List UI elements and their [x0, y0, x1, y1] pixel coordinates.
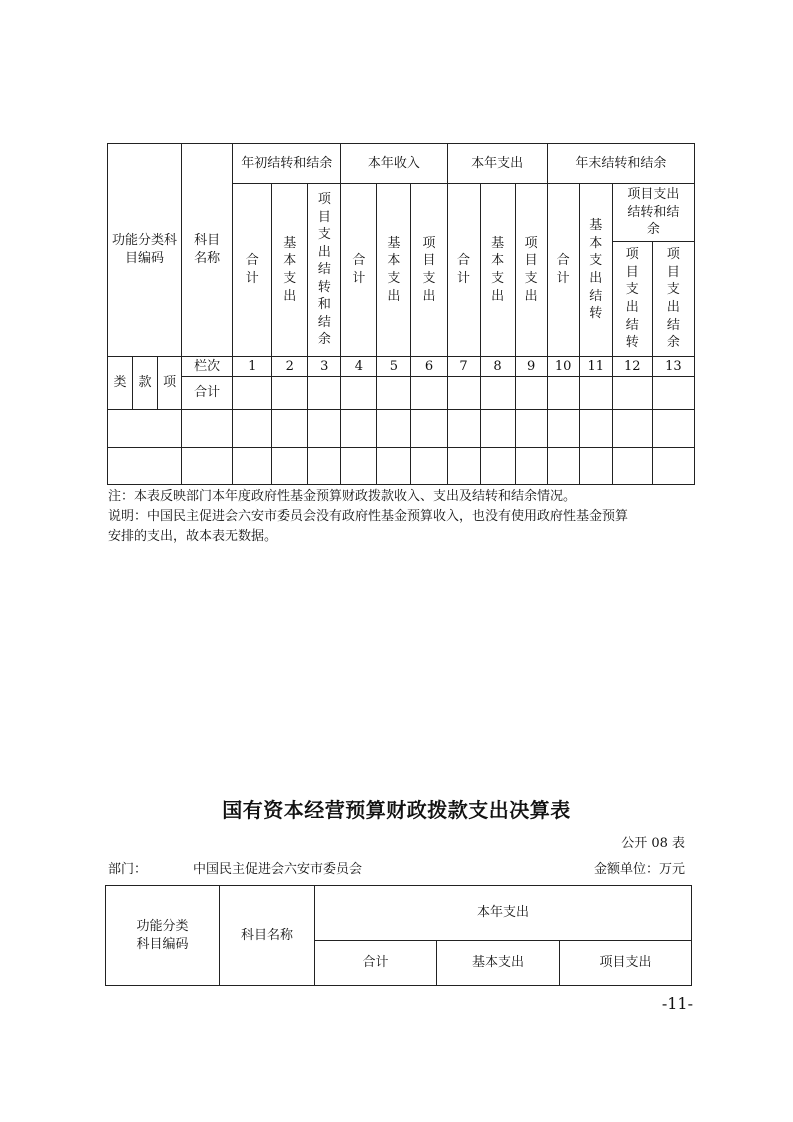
page-title: 国有资本经营预算财政拨款支出决算表: [222, 798, 571, 822]
lanci-label: 栏次: [182, 357, 233, 377]
note-line-1: 注：本表反映部门本年度政府性基金预算财政拨款收入、支出及结转和结余情况。: [108, 489, 577, 504]
col-number: 1: [233, 357, 272, 377]
state-capital-budget-table: [105, 885, 692, 986]
group-income: 本年收入: [341, 144, 447, 184]
lei-label: 类: [108, 357, 133, 410]
col-number: 5: [377, 357, 411, 377]
basic-header: 基本支出: [437, 941, 560, 986]
dept-label: 部门：: [108, 862, 148, 877]
form-number: 公开 08 表: [621, 836, 685, 851]
begin-project-header: 项目支出结转和结余: [308, 184, 341, 357]
col-number: 10: [547, 357, 579, 377]
table-row-total: [108, 377, 695, 410]
col-number: 4: [341, 357, 377, 377]
group-end-balance: 年末结转和结余: [547, 144, 694, 184]
dept-name: 中国民主促进会六安市委员会: [193, 862, 363, 877]
amount-unit: 金额单位：万元: [593, 862, 685, 877]
subject-name-header: 科目名称: [182, 144, 233, 357]
subject-name-header: 科目名称: [220, 886, 315, 986]
income-project-header: 项目支出: [411, 184, 447, 357]
exp-project-header: 项目支出: [515, 184, 547, 357]
end-total-header: 合计: [547, 184, 579, 357]
col-number: 13: [652, 357, 694, 377]
func-code-header: 功能分类科目编码: [108, 144, 182, 357]
xiang-label: 项: [158, 357, 182, 410]
end-project-group-header: 项目支出结转和结余: [612, 184, 694, 242]
table-row: [108, 410, 695, 448]
begin-basic-header: 基本支出: [272, 184, 308, 357]
begin-total-header: 合计: [233, 184, 272, 357]
kuan-label: 款: [133, 357, 158, 410]
end-project-carry-header: 项目支出结转: [612, 242, 652, 357]
project-header: 项目支出: [560, 941, 692, 986]
col-number: 9: [515, 357, 547, 377]
group-begin-balance: 年初结转和结余: [233, 144, 341, 184]
end-basic-header: 基本支出结转: [579, 184, 612, 357]
income-total-header: 合计: [341, 184, 377, 357]
total-label: 合计: [182, 377, 233, 410]
col-number: 8: [480, 357, 515, 377]
end-project-surplus-header: 项目支出结余: [652, 242, 694, 357]
group-expenditure: 本年支出: [447, 144, 547, 184]
gov-fund-budget-table: [107, 143, 695, 485]
table-row: [108, 448, 695, 485]
total-header: 合计: [315, 941, 437, 986]
col-number: 2: [272, 357, 308, 377]
income-basic-header: 基本支出: [377, 184, 411, 357]
col-number: 3: [308, 357, 341, 377]
group-expenditure: 本年支出: [315, 886, 692, 941]
page-number: -11-: [661, 994, 693, 1013]
col-number: 6: [411, 357, 447, 377]
note-line-3: 安排的支出，故本表无数据。: [108, 529, 278, 544]
col-number: 12: [612, 357, 652, 377]
func-code-header: 功能分类科目编码: [106, 886, 220, 986]
exp-total-header: 合计: [447, 184, 480, 357]
note-line-2: 说明：中国民主促进会六安市委员会没有政府性基金预算收入，也没有使用政府性基金预算: [108, 509, 629, 524]
exp-basic-header: 基本支出: [480, 184, 515, 357]
col-number: 11: [579, 357, 612, 377]
col-number: 7: [447, 357, 480, 377]
